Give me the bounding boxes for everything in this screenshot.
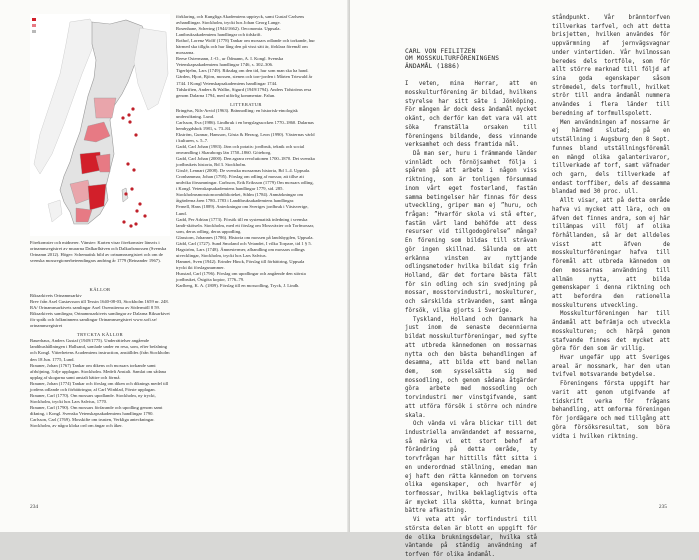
- left-column-sources: [30, 284, 170, 504]
- body-paragraph: Allt visar, att på detta område hafva vi mycket att lära, och om äfven det finnes andra, som ej här tillämpas vill följ af olika förhållanden, så är det alldeles visst att äfven de mosskulturföreningar hafva till föremål att utbreda kännedom om den mossarnas användning till allmän nytta, att bilda gemenskaper i denna riktning och att befordra den rationella mosskulturens utveckling.: [552, 198, 670, 309]
- reference-entry: förklaring, och Kungliga Akademiens upptryck, samt Gustaf Carlsens avhandlingar. Stockholm, tryckt hos Johan Georg Lange.: [176, 14, 305, 26]
- right-column-1: [405, 14, 537, 559]
- marker-dot: [126, 162, 129, 165]
- body-paragraph: Vi veta att vår torfindustri till största delen är blott en uppgift för de olika brukningsdelar, hvilka stå väntande på ständig användning af torfven för olika ändamål.: [405, 517, 537, 559]
- reference-entry: Gadd, Carl Johan (1983). Järn och potatis: jordbruk, teknik och social omvandling i Skaraborgs län 1750–1860. Göteborg.: [176, 143, 305, 156]
- marker-dot: [122, 220, 125, 223]
- right-column-2: [552, 14, 670, 506]
- reference-entry: Reese Ostermann, J.-O., ur Ödmann, A. I. Kongl. Svenska Vetenskapsakademiens handlingar 1746, s. 302–306.: [176, 56, 284, 68]
- figure-caption: [30, 240, 170, 270]
- reference-entry: Cronhammar, Johan (1795). Förslag om odling af mossar, att tillse att undvika försumningar. Carlsson, Erik Eriksson (1779) Om mossars odling, i Kongl. Vetenskapsakademiens handlingar 1779, sid. 285.: [176, 174, 314, 192]
- body-paragraph: Föreningens första uppgift har varit att genom utgifvande af tidskrift verka för frågans behandling, att omforma föreningen för jordägare och med tillgång att göra försöksresultat, som böra vidta i hvilken riktning.: [552, 381, 670, 440]
- legend-swatch: [32, 30, 36, 33]
- reference-entry: Brauner, Carl (1770). Om mossars upodlande. Stockholm, ny tryckt, Stockholm, tryckt hos Lars Salvius, 1770.: [30, 392, 156, 404]
- reference-entry: Gisslé, Lennart (2008). De svenska mossarnas historia, Bd 1–4. Uppsala.: [176, 168, 311, 174]
- sweden-map-svg: [30, 14, 170, 236]
- reference-entry: Tidskriften, Anders & Wallin, Sigurd (1949/1794). Anders Tidströms resa genom Dalarna 1794, med utförlig kommentar. Falun.: [176, 86, 312, 98]
- reference-entry: Hamnet, Sven (1942). Erinder Hinck, Förslag till förbättring, Uppsala tryckt ikt förslagsnummer.: [176, 258, 305, 270]
- body-paragraph: I veten, mina Herrar, att en mosskulturförening är bildad, hvilkens styrelse har sitt säte i Jönköping. För mången år dock dess ändamål mycket okänt, och derför kan det vara väl att söka framställa orsaken till föreningens bildande, dess vinnande verksamhet och dess framtida mål.: [405, 81, 537, 149]
- body-paragraph: Mosskulturföreningen har till ändamål att befrämja och utveckla mosskulturen; och härpå genom stafvande finnes det mycket att göra för den som är villig.: [552, 311, 670, 353]
- reference-entry: Brauner, Carl (1790). Om mossars förfarande och upodling genom samt dikning, i Kongl. Svenska Vetenskapsakademiens handlingar 1790.: [30, 404, 163, 416]
- reference-entry: Hagström, Lars (1748). Ämnestermer, afhandling om mossars odlings utvecklingar, Stockholm, tryckt hos Lars Salvius.: [176, 246, 305, 258]
- marker-dot: [135, 209, 138, 212]
- marker-dot: [127, 113, 130, 116]
- legend-swatch: [32, 24, 36, 27]
- reference-entry: Glasstorn, Johannes (1786). Historia om mossen på landsbygden, Uppsala.: [176, 234, 314, 240]
- reference-entry: Husstad, Carl (1796). Förslag om upodlingar och angående den största jordbruket, Östgöta kopior, 1776–79.: [176, 270, 306, 283]
- reference-entry: Gadd, Carl Johan (2000). Den agrara revolutionen 1700–1870. Det svenska jordbrukets historia, Bd 3. Stockholm.: [176, 156, 315, 168]
- article-title-line: OM MOSSKULTURFÖRENINGENS: [405, 55, 500, 63]
- county-smaland: [88, 184, 106, 210]
- reference-entry: Stockholmsmosstoncombiblioteket, Sthlm (1784). Anmärkningar om åtgärderna åren 1780–1783 i Landtbruksakademiens handlingar.: [176, 192, 304, 204]
- marker-dot: [134, 133, 137, 136]
- reference-entry: Carlsson, Carl (1769). Mosskifte om trusten, Verkliga anteckningar. Stockholm, av några kloka ord om ängar och åker.: [30, 416, 155, 429]
- reference-entry: Karlberg, K. A. (1809). Förslag till en mossodling, Tryck, J. Lindh.: [176, 283, 300, 289]
- marker-dot: [143, 214, 146, 217]
- body-paragraph: Hvar ungefär upp att Sveriges areal är mossmark, har den utan tvifvel motsvarande betydelse.: [552, 355, 670, 379]
- body-paragraph: ståndpunkt. Vår bränntorfven tillverkas tarfvel, och att detta brisjetten, hvilken användes för uppvärmning af jernvägsvagnar under vintertiden. Vår hvilmossan beredes dels tortföle, som för allt större marknad till följd af sina goda egenskaper såsom strömedel, dels torfmull, hvilket strör till andra ändamål nummera användes i flera länder till beredning af torfmullspolett.: [552, 15, 670, 117]
- marker-dot: [121, 116, 124, 119]
- county-jamtland: [94, 98, 116, 118]
- reference-entry: Brauner, Johan (1767) Tankar om dikens och mossars torkande samt afrhöjning, 3:dje upplagan. Stockholm. Medelt Anstalt. Samlat om sådana upplag af skogarna samt anstalt bättre och förmå.: [30, 362, 167, 380]
- reference-entry: Ekström, Gunnar, Hansson, Gösta & Herzog, Leon (1990). Växternas värld i kulturen, s. 5–7.: [176, 131, 315, 143]
- marker-dot: [138, 202, 141, 205]
- reference-entry: Riksarkivets Ortnamnsarkiv: [30, 293, 82, 299]
- article-body-col1: [405, 80, 537, 560]
- marker-dot: [128, 120, 131, 123]
- article-title-line: ÄNDAMÅL (1886): [405, 62, 460, 70]
- right-page: [350, 0, 699, 559]
- legend-row: [32, 29, 92, 35]
- reference-entry: Rosenhane, Schering (1944/1662). Oeconomia. Uppsala. Lantbruksakademiens handlingar och tidskrift.: [176, 26, 281, 38]
- reference-entry: Carlsson, Eva (1986). Lindbruk i en bergslagssocken 1770–1860. Dalarnas hembygdsbok 1981, s. 73–84.: [176, 119, 314, 131]
- reference-entry: Bauerhaus, Anders Gustaf (1949/1775). Underrättelser angående landthushållningen i Hallsand, samlade under en resa, som, efter befalning och Kongl. Vitterhetens Academiens instruction, anställdes (från Stockholm den 18 Jun. 1775, Lund.: [30, 338, 170, 362]
- heading-kallor: KÄLLOR: [89, 287, 111, 292]
- reference-entry: Gadd, Per Adrian (1773). Försök till en systematisk inledning i svenska landt-skötseln. Stockholm, med ett förslag om Mossväxter och Torfmossar, som, deras odling, deras uppodling.: [176, 216, 315, 234]
- marker-dot: [132, 168, 135, 171]
- marker-dot: [134, 222, 137, 225]
- caption-text: Förekomster och midnerer. Vänster: Karten visar förekomster länsvis i ortnamnsregistret av murarna Dalkarlhäven och Dalkarlsmossen (Svenska Ortnamn 2012). Höger: Schematisk bild av ortnamnsregistret och om de svenska mossregionerbeteendingars andring år 1779 (Reinander 1967).: [30, 240, 167, 264]
- reference-entry: Brev från Axel Gustavsson till Tessin 1640-08-03, Stockholm 1659 nr. 248. RA/ Ortnamnsarkivets samlingar Axel Oxenstierna av Södermöll 8 59.: [30, 299, 169, 311]
- body-paragraph: Och vända vi våra blickar till det industriella användandet af mossarne, så märka vi ett stort behof af förändring på detta område, ty torvfrågan har hittills fått sitta i en underordnad ställning, emedan man ej haft den rätta kännedom om torvens olika egenskaper, och hvarför ej torfmossar, hvilka beklagligtvis ofta är mycket illa skötta, kunnat bringa bättre afkastning.: [405, 421, 537, 515]
- body-paragraph: Då man ser, huru i främmande länder vinnlädt och förnöjsamhet följa i spåren på att arbete i någon viss riktning, som är tonligen försummad inom vårt eget fosterland, fastän samma betingelser här finnas för dess utveckling, griper man ej ”huru, och frågan: ”Hvarför skola vi stå efter, fastän vårt land behöfde att dess resurser vid tillgodogörelse” många? En förening som bildas till strävan gör ingen skillnad. Sålunda om att erkänna vinsten av nyttjande odlingsmetoder hvilka bildat sig från Holland, där det fortare bästa fält för sin odling och sin svedjning på mossar, mosstorvindustri, moskulturer, och särskilda strävanden, samt många försök, vilka gjorts i Sverige.: [405, 150, 537, 314]
- article-author: CARL VON FEILITZEN: [405, 48, 476, 55]
- heading-litteratur: LITTERATUR: [230, 101, 262, 107]
- heading-tryckta-kallor: TRYCKTA KÄLLOR: [76, 332, 124, 338]
- reference-entry: Rothof, Lorenz Wolff (1778) Tankar om mossars odlande och torkande, hur härmed ska tillgås och hur lång den på visst sätt är, förklara föremål om mossarna.: [176, 38, 315, 56]
- page-number-left: 234: [30, 504, 39, 510]
- left-column-references: [176, 14, 316, 454]
- page-number-right: 235: [658, 504, 667, 510]
- left-page: [0, 0, 349, 532]
- map-figure: [30, 14, 170, 236]
- legend-swatch: [32, 18, 36, 21]
- marker-dot: [130, 187, 133, 190]
- reference-entry: Bringéus, Nils-Arvid (1963). Brännodling: en historisk-etnologisk undersökning. Lund.: [176, 107, 298, 119]
- reference-entry: Riksarkivets samlingar, Ortnamnsarkivets samlingar av Dalarna Riksarkivet för språk och folkminnens samlingar Ortnamnsregistret www.sofi.se/ ortnamnsregistret: [30, 311, 170, 329]
- reference-entry: Gädd, Carl (1727). Sund Smoland och Vetandet, I vilka Torpare, tid 1 § 5.: [176, 240, 312, 246]
- reference-entry: Tigerhjelm, Lars (1749). Riksdag om den tid, hur som man ska ha hand. Gärden, Hjort, Björn, mossen, stenen och torr-jorden i Mårten Triewald år 1744. I Kongl Vetenskapsakademiens handlingar 1744.: [176, 68, 313, 86]
- marker-dot: [129, 224, 132, 227]
- article-title: [405, 48, 537, 70]
- body-paragraph: Tyskland, Holland och Danmark ha just inom de senaste decennierna bildat mosskulturföreningar, med syfte att utbreda kännedomen om mossarnas nytta och den bästa behandlingen af desamma, att bilda ett band mellan dem, som sysselsätta sig med mossodling, och genom sådana åtgärder göra arbete med mossodling och torvindustri mer vinstgifvande, samt att utföra försök i större och mindre skala.: [405, 316, 537, 419]
- marker-dot: [131, 107, 134, 110]
- reference-entry: Fernell, Hans (1889). Anteckningar om Sveriges jordbruk i Västsverige, Lund.: [176, 204, 309, 216]
- map-legend: [32, 17, 92, 39]
- marker-dot: [124, 192, 127, 195]
- body-paragraph: Men användningen af mossarne är ej härmed slutad; på en utställning i Augsburg den 8 Sept. funnes bland utställningsföremål en mängd olika galanterivaror, tillverkade af torf, samt väfnader och garn, dels tillverkade af endast torffiber, dels af dessamma blandad med 30 proc. ull.: [552, 119, 670, 196]
- reference-entry: Brauner, Johan (1774) Tankar och förslag om diken och diknings medel till jordens odlande och förbättringar, af Carl Winblad, Förste upplagan.: [30, 380, 169, 392]
